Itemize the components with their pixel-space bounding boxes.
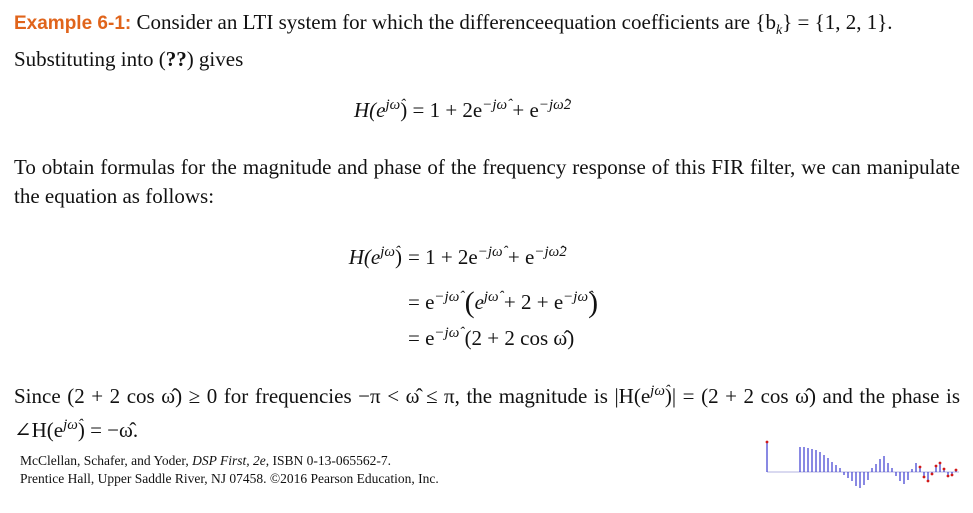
copyright-footer — [20, 452, 439, 488]
logo-stem-marker — [939, 462, 942, 465]
footer-isbn: , ISBN 0-13-065562-7. — [265, 453, 392, 468]
d-row2-rhs-sup2: jω̂ — [483, 289, 499, 305]
d-row2-rhs-sup3: −jω̂ — [563, 289, 589, 305]
logo-stem-marker — [919, 466, 922, 469]
intro-sub: k — [775, 23, 783, 39]
d-row3-rhs-a: = e — [408, 326, 435, 350]
d-row1-lhs: H(e — [348, 245, 381, 269]
d-row1-rhs-b: + e — [502, 245, 535, 269]
p3-c: ) = −ω̂. — [77, 418, 139, 442]
derivation-row1-rhs — [408, 244, 567, 270]
eq1-rhs-b: + e — [507, 98, 539, 122]
eq1-lhs: H(e — [354, 98, 386, 122]
d-row2-rhs-sup1: −jω̂ — [434, 289, 460, 305]
logo-stem-marker — [927, 480, 930, 483]
paragraph-2: To obtain formulas for the magnitude and phase of the frequency response of this FIR filter, we can manipulate the equation as follows: — [14, 155, 960, 208]
d-row2-paren-close: ) — [588, 286, 599, 319]
intro-text: Consider an LTI system for which the differenceequation coefficients are {b — [136, 10, 776, 34]
logo-stem-marker — [955, 469, 958, 472]
eq1-lhs-sup: jω̂ — [385, 97, 401, 113]
p3-sup2: jω̂ — [63, 417, 78, 433]
logo-stem-marker — [951, 474, 954, 477]
d-row1-rhs-sup2: −jω̂2 — [534, 244, 567, 260]
logo-stem-marker — [923, 476, 926, 479]
logo-stem-marker — [947, 475, 950, 478]
d-row3-rhs-sup1: −jω̂ — [434, 325, 460, 341]
eq1-lhs-close: ) — [400, 98, 408, 122]
d-row1-lhs-sup: jω̂ — [380, 244, 395, 260]
equation-reference: ?? — [165, 47, 187, 72]
eq1-rhs-a: = 1 + 2e — [407, 98, 483, 122]
d-row2-paren-open: ( — [464, 286, 475, 319]
intro-line2-b: ) gives — [186, 47, 244, 72]
d-row1-rhs-sup1: −jω̂ — [477, 244, 503, 260]
example-label: Example 6-1: — [14, 13, 132, 34]
d-row3-rhs-b: (2 + 2 cos ω̂) — [459, 326, 575, 350]
footer-line1 — [20, 452, 439, 470]
derivation-row2-rhs — [408, 286, 598, 320]
footer-authors: McClellan, Schafer, and Yoder, — [20, 453, 193, 468]
paragraph-3 — [14, 377, 960, 445]
derivation-row3-rhs — [408, 325, 574, 351]
footer-line2: Prentice Hall, Upper Saddle River, NJ 07458. ©2016 Pearson Education, Inc. — [20, 471, 439, 486]
d-row1-lhs-close: ) — [395, 245, 402, 269]
intro-line2-a: Substituting into ( — [14, 47, 166, 72]
d-row2-rhs-c: + 2 + e — [498, 290, 564, 314]
logo-stem-marker — [935, 465, 938, 468]
footer-book-title: DSP First, 2e — [192, 453, 266, 468]
d-row2-rhs-a: = e — [408, 290, 435, 314]
signal-stem-plot-logo-icon — [763, 438, 963, 498]
d-row2-rhs-b: e — [474, 290, 484, 314]
p3-sup1: jω̂ — [650, 383, 665, 399]
p3-a: Since (2 + 2 cos ω̂) ≥ 0 for frequencies −π < ω̂ ≤ π, the magnitude is |H(e — [14, 384, 651, 408]
eq1-rhs-sup1: −jω̂ — [482, 97, 508, 113]
logo-stem-marker — [766, 441, 769, 444]
intro-rest: } = {1, 2, 1}. — [782, 10, 893, 34]
d-row1-rhs-a: = 1 + 2e — [408, 245, 478, 269]
p3-b: )| = (2 + 2 cos ω̂) and the phase is ∠H(e — [14, 384, 961, 442]
example-intro — [14, 8, 960, 74]
eq1-rhs-sup2: −jω̂2 — [538, 97, 572, 113]
derivation-row1-lhs — [0, 244, 402, 270]
logo-stems — [766, 441, 958, 488]
logo-stem-marker — [931, 473, 934, 476]
logo-stem-marker — [943, 468, 946, 471]
equation-1 — [354, 97, 571, 123]
